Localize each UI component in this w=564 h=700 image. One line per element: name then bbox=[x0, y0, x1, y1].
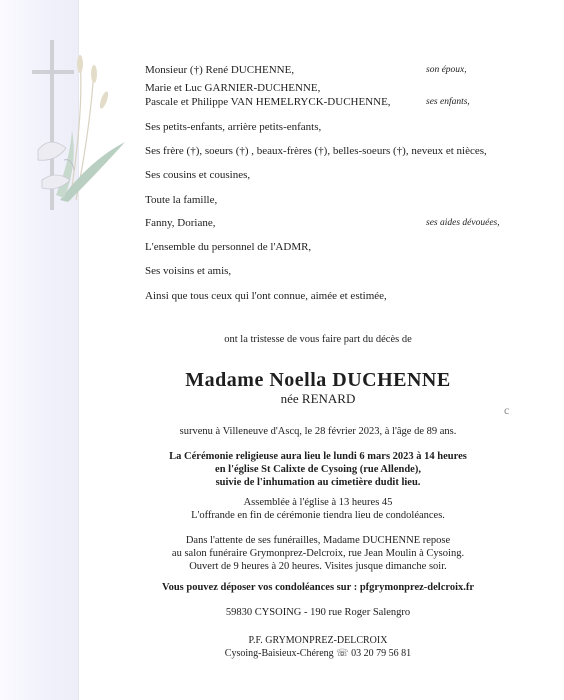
family-line: Pascale et Philippe VAN HEMELRYCK-DUCHENNE, bbox=[145, 96, 391, 108]
stray-mark: c bbox=[504, 403, 510, 417]
condolences-line: Vous pouvez déposer vos condoléances sur : pfgrymonprez-delcroix.fr bbox=[161, 582, 475, 593]
ceremony-line: La Cérémonie religieuse aura lieu le lundi 6 mars 2023 à 14 heures bbox=[169, 451, 467, 462]
ceremony-line: suivie de l'inhumation au cimetière dudit lieu. bbox=[215, 477, 421, 488]
family-line: Ses voisins et amis, bbox=[145, 265, 232, 277]
repose-line: Dans l'attente de ses funérailles, Madame DUCHENNE repose bbox=[185, 535, 451, 546]
family-line: Monsieur (†) René DUCHENNE, bbox=[145, 64, 295, 76]
funeral-home-contact: Cysoing-Baisieux-Chéreng ☏ 03 20 79 56 81 bbox=[224, 648, 412, 659]
family-line: Marie et Luc GARNIER-DUCHENNE, bbox=[145, 82, 321, 94]
repose-line: au salon funéraire Grymonprez-Delcroix, rue Jean Moulin à Cysoing. bbox=[171, 548, 465, 559]
family-line: L'ensemble du personnel de l'ADMR, bbox=[145, 241, 312, 253]
family-line: Ses petits-enfants, arrière petits-enfants, bbox=[145, 121, 322, 133]
assembly-line: Assemblée à l'église à 13 heures 45 bbox=[243, 497, 393, 508]
family-line: Ainsi que tous ceux qui l'ont connue, aimée et estimée, bbox=[145, 290, 387, 302]
death-details: survenu à Villeneuve d'Ascq, le 28 février 2023, à l'âge de 89 ans. bbox=[179, 426, 457, 437]
assembly-line: L'offrande en fin de cérémonie tiendra lieu de condoléances. bbox=[191, 510, 445, 521]
ceremony-line: en l'église St Calixte de Cysoing (rue Allende), bbox=[215, 464, 421, 475]
cross-and-lily-icon bbox=[20, 30, 130, 220]
maiden-name: née RENARD bbox=[280, 391, 356, 406]
repose-line: Ouvert de 9 heures à 20 heures. Visites jusque dimanche soir. bbox=[189, 561, 447, 572]
family-role: ses aides dévouées, bbox=[426, 218, 500, 228]
funeral-home-name: P.F. GRYMONPREZ-DELCROIX bbox=[248, 635, 388, 646]
address-line: 59830 CYSOING - 190 rue Roger Salengro bbox=[225, 607, 411, 618]
announcement-text: ont la tristesse de vous faire part du décès de bbox=[224, 334, 412, 345]
family-role: son époux, bbox=[426, 65, 467, 75]
family-line: Ses frère (†), soeurs (†) , beaux-frères (†), belles-soeurs (†), neveux et nièces, bbox=[145, 145, 487, 157]
family-role: ses enfants, bbox=[426, 97, 470, 107]
family-line: Ses cousins et cousines, bbox=[145, 169, 251, 181]
family-line: Toute la famille, bbox=[145, 194, 218, 206]
family-line: Fanny, Doriane, bbox=[145, 217, 216, 229]
deceased-name: Madame Noella DUCHENNE bbox=[185, 369, 451, 391]
